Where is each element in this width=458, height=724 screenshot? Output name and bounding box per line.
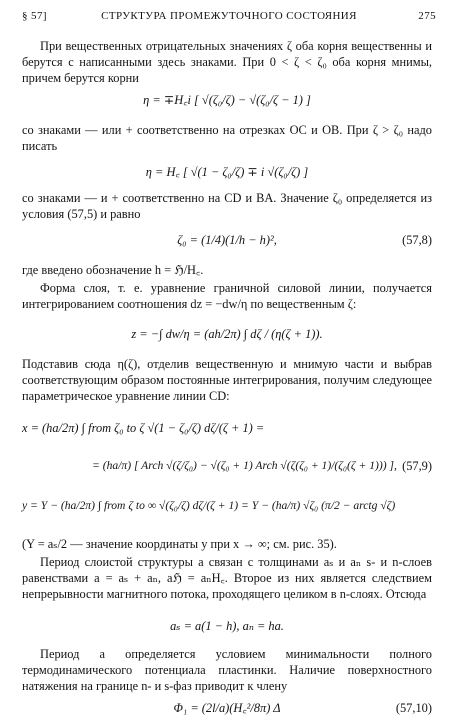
paragraph-y-note: (Y = aₛ/2 — значение координаты y при x → ∞; см. рис. 35). — [22, 537, 337, 551]
running-header — [22, 8, 436, 26]
equation-as-an: aₛ = a(1 − h), aₙ = ha. — [170, 619, 284, 633]
page-number: 275 — [418, 10, 436, 22]
paragraph-layer-shape: Форма слоя, т. е. уравнение граничной силовой линии, получается интегрированием соотношения dz = −dw/η по вещественным ζ: — [22, 281, 432, 312]
section-number: § 57] — [22, 10, 47, 22]
equation-number: (57,10) — [395, 701, 432, 715]
equation-z-integral: z = −∫ dw/η = (ah/2π) ∫ dζ / (η(ζ + 1)). — [131, 327, 323, 341]
running-title: СТРУКТУРА ПРОМЕЖУТОЧНОГО СОСТОЯНИЯ — [101, 10, 357, 22]
equation-57-8: ζ₀ = (1/4)(1/h − h)², (57,8) — [177, 233, 432, 247]
paragraph-notation-h: где введено обозначение h = ℌ/H꜀. — [22, 263, 204, 277]
paragraph-minimum: Период a определяется условием минимальности полного термодинамического потенциала пластинки. Наличие поверхностного натяжения на границе n- и s-фаз приводит к члену — [22, 647, 432, 694]
equation-number: (57,9) — [402, 459, 432, 473]
equation-number: (57,8) — [402, 233, 432, 247]
paragraph-roots: При вещественных отрицательных значениях ζ оба корня вещественны и берутся с написанными здесь знаками. При 0 < ζ < ζ₀ оба корня мнимы, причем берутся корни — [22, 39, 432, 86]
paragraph-period: Период слоистой структуры a связан с толщинами aₛ и aₙ s- и n-слоев равенствами a = aₛ + aₙ, aℌ = aₙH꜀. Второе из них является следствием непрерывности магнитного потока, проходящего целиком в n-слоях. Отсюда — [22, 555, 432, 602]
equation-eta-imaginary: η = ∓H꜀i [ √(ζ₀/ζ) − √(ζ₀/ζ − 1) ] — [143, 93, 311, 107]
equation-x-integral: x = (ha/2π) ∫ from ζ₀ to ζ √(1 − ζ₀/ζ) dζ/(ζ + 1) = — [22, 421, 265, 435]
paragraph-signs-oc-ob: со знаками — или + соответственно на отрезках OC и OB. При ζ > ζ₀ надо писать — [22, 123, 432, 154]
equation-57-9: = (ha/π) [ Arch √(ζ/ζ₀) − √(ζ₀ + 1) Arch √(ζ(ζ₀ + 1)/(ζ₀(ζ + 1))) ], (57,9) — [92, 459, 432, 473]
paragraph-parametric: Подставив сюда η(ζ), отделив вещественную и мнимую части и выбрав соответствующим образом постоянные интегрирования, получим следующее параметрическое уравнение линии CD: — [22, 357, 432, 404]
equation-eta-real: η = H꜀ [ √(1 − ζ₀/ζ) ∓ i √(ζ₀/ζ) ] — [145, 165, 309, 179]
paragraph-signs-cd-ba: со знаками — и + соответственно на CD и BA. Значение ζ₀ определяется из условия (57,5) и равно — [22, 191, 432, 222]
equation-y-integral: y = Y − (ha/2π) ∫ from ζ to ∞ √(ζ₀/ζ) dζ/(ζ + 1) = Y − (ha/π) √ζ₀ (π/2 − arctg √ζ) — [22, 499, 396, 512]
equation-57-10: Φ₁ = (2l/a)(H꜀²/8π) Δ (57,10) — [173, 701, 432, 715]
